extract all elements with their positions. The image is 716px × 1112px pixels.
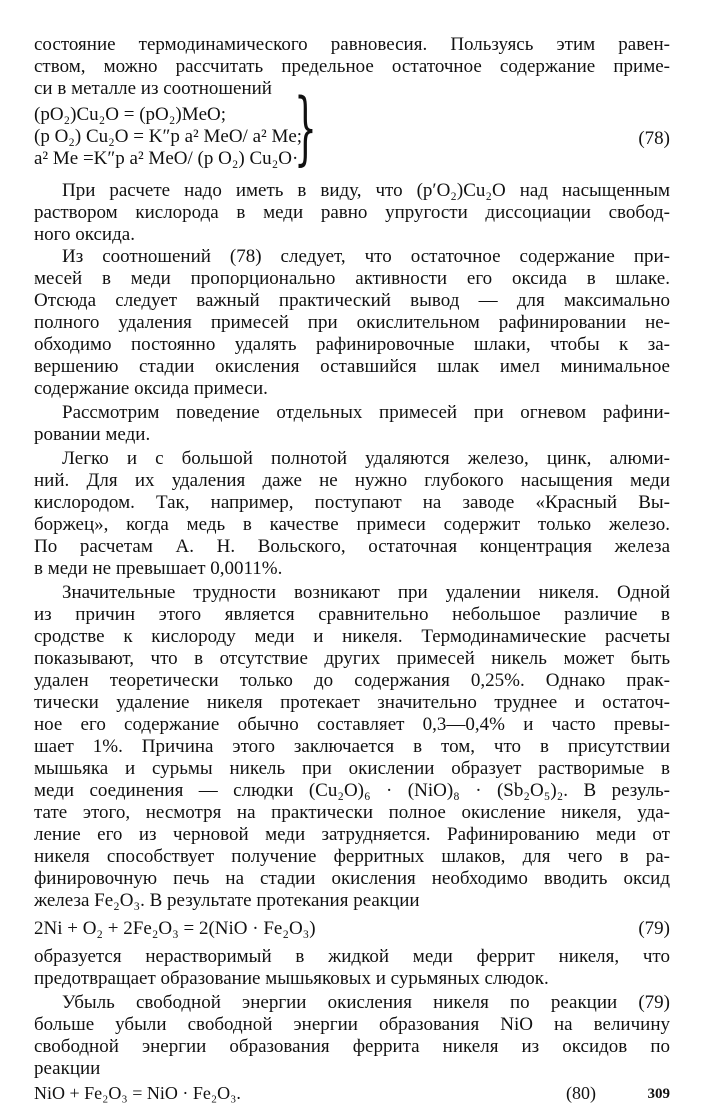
page-number: 309 bbox=[647, 1086, 670, 1102]
text-line: шает 1%. Причина этого заключается в том, что в присутствии bbox=[34, 736, 670, 757]
text-line: предотвращает образование мышьяковых и сурьмяных слюдок. bbox=[34, 968, 549, 989]
formula-78-line-3: a² Me =K″p a² MeO/ (p O₂) Cu₂O· bbox=[34, 148, 299, 169]
curly-brace: } bbox=[294, 81, 317, 174]
equation-number-80: (80) bbox=[566, 1083, 596, 1103]
text-line: ний. Для их удаления даже не нужно глубокого насыщения меди bbox=[34, 470, 670, 491]
text-line: ством, можно рассчитать предельное остаточное содержание приме- bbox=[34, 56, 670, 77]
text-line: ное его содержание обычно составляет 0,3—0,4% и часто превы- bbox=[34, 714, 670, 735]
text-line: реакции bbox=[34, 1058, 101, 1079]
text-line: ление его из черновой меди затрудняется. Рафинированию меди от bbox=[34, 824, 670, 845]
text-line: Значительные трудности возникают при удалении никеля. Одной bbox=[62, 582, 670, 603]
text-line: си в металле из соотношений bbox=[34, 78, 272, 99]
text-line: сродстве к кислороду меди и никеля. Термодинамические расчеты bbox=[34, 626, 670, 647]
text-line: состояние термодинамического равновесия. Пользуясь этим равен- bbox=[34, 34, 670, 55]
text-line: вершению стадии окисления оставшийся шлак имел минимальное bbox=[34, 356, 670, 377]
text-line: раствором кислорода в меди равно упругости диссоциации свобод- bbox=[34, 202, 670, 223]
text-line: железа Fe₂O₃. В результате протекания реакции bbox=[34, 890, 420, 911]
text-line: Убыль свободной энергии окисления никеля по реакции (79) bbox=[62, 992, 670, 1013]
text-line: полного удаления примесей при окислительном рафинировании не- bbox=[34, 312, 670, 333]
text-line: Отсюда следует важный практический вывод — для максимально bbox=[34, 290, 670, 311]
text-line: Рассмотрим поведение отдельных примесей при огневом рафини- bbox=[62, 402, 670, 423]
text-line: удален теоретически только до содержания 0,25%. Однако прак- bbox=[34, 670, 670, 691]
text-line: содержание оксида примеси. bbox=[34, 378, 268, 399]
equation-79-text: 2Ni + O₂ + 2Fe₂O₃ = 2(NiO · Fe₂O₃) bbox=[34, 918, 316, 939]
text-line: Из соотношений (78) следует, что остаточное содержание при- bbox=[62, 246, 670, 267]
text-line: боржец», когда медь в качестве примеси содержит только железо. bbox=[34, 514, 670, 535]
text-line: мышьяка и сурьмы никель при окислении образует растворимые в bbox=[34, 758, 670, 779]
text-line: меди соединения — слюдки (Cu₂O)₆ · (NiO)₈ · (Sb₂O₅)₂. В резуль- bbox=[34, 780, 670, 801]
text-line: свободной энергии образования феррита никеля из оксидов по bbox=[34, 1036, 670, 1057]
text-line: никеля способствует получение ферритных шлаков, для чего в ра- bbox=[34, 846, 670, 867]
text-line: ного оксида. bbox=[34, 224, 135, 245]
text-line: финировочную печь на стадии окисления необходимо вводить оксид bbox=[34, 868, 670, 889]
text-line: месей в меди пропорционально активности его оксида в шлаке. bbox=[34, 268, 670, 289]
text-line: больше убыли свободной энергии образования NiO на величину bbox=[34, 1014, 670, 1035]
text-line: кислородом. Так, например, поступают на заводе «Красный Вы- bbox=[34, 492, 670, 513]
text-line: обходимо постоянно удалять рафинировочные шлаки, чтобы к за- bbox=[34, 334, 670, 355]
text-line: показывают, что в отсутствие других примесей никель может быть bbox=[34, 648, 670, 669]
text-line: ровании меди. bbox=[34, 424, 151, 445]
text-line: При расчете надо иметь в виду, что (p′O₂)Cu₂O над насыщенным bbox=[62, 180, 670, 201]
formula-78-line-1: (pO₂)Cu₂O = (pO₂)MeO; bbox=[34, 104, 227, 125]
formula-78-line-2: (p O₂) Cu₂O = K″p a² MeO/ a² Me; bbox=[34, 126, 303, 147]
equation-number-78: (78) bbox=[638, 128, 670, 149]
text-line: Легко и с большой полнотой удаляются железо, цинк, алюми- bbox=[62, 448, 670, 469]
text-line: образуется нерастворимый в жидкой меди феррит никеля, что bbox=[34, 946, 670, 967]
text-line: По расчетам А. Н. Вольского, остаточная концентрация железа bbox=[34, 536, 670, 557]
text-line: из причин этого является сравнительно небольшое различие в bbox=[34, 604, 670, 625]
equation-number-79: (79) bbox=[638, 918, 670, 939]
equation-80-text: NiO + Fe₂O₃ = NiO · Fe₂O₃. bbox=[34, 1083, 241, 1103]
text-line: тически удаление никеля протекает значительно труднее и остаточ- bbox=[34, 692, 670, 713]
text-line: в меди не превышает 0,0011%. bbox=[34, 558, 283, 579]
text-line: тате этого, несмотря на практически полное окисление никеля, уда- bbox=[34, 802, 670, 823]
